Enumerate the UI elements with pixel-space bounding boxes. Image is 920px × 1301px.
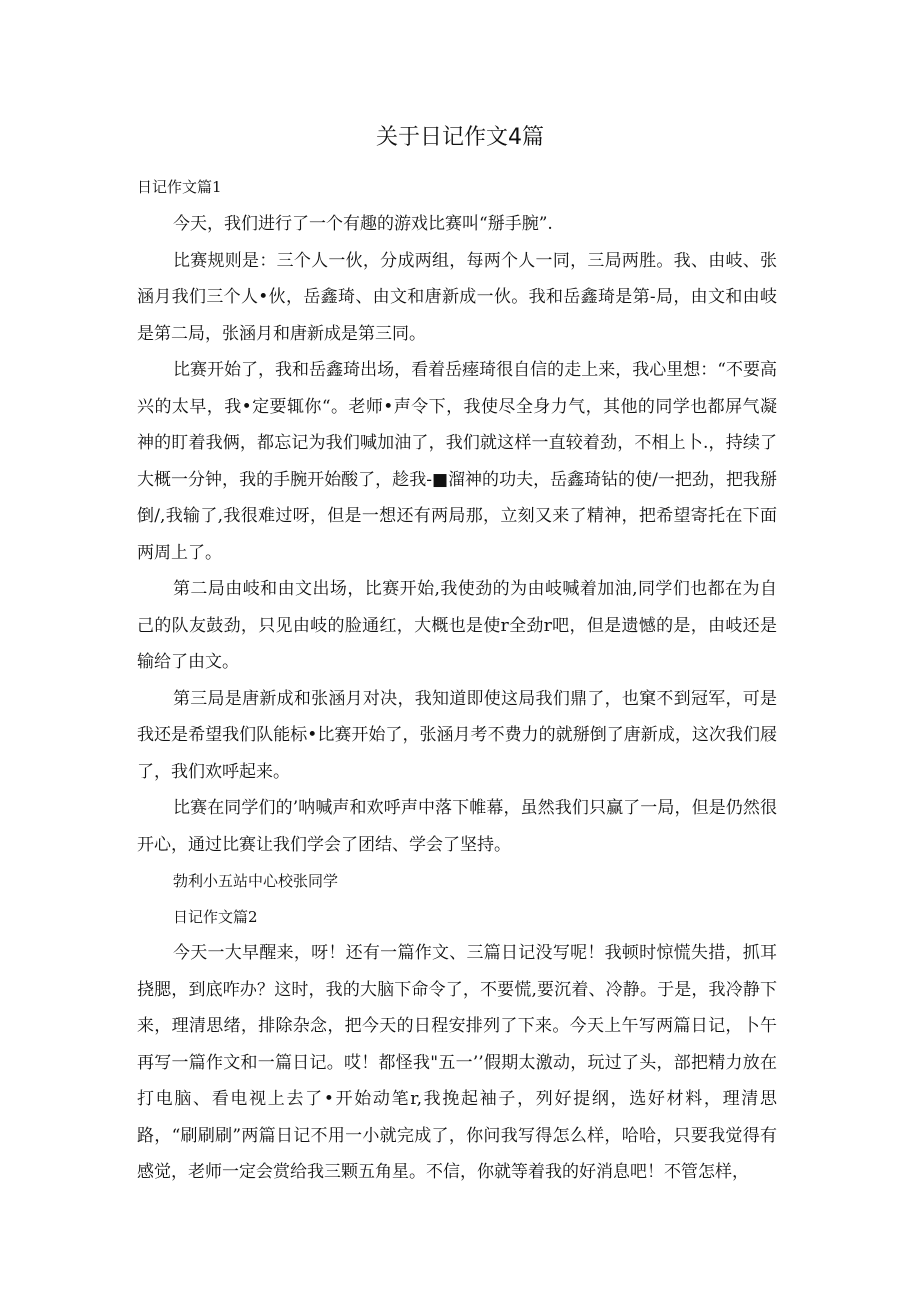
paragraph: 比赛规则是：三个人一伙，分成两组，每两个人一同，三局两胜。我、由岐、张涵月我们三个人•伙，岳鑫琦、由文和唐新成一伙。我和岳鑫琦是第-局，由文和由岐是第二局，张涵月和唐新成是第三同。 (137, 250, 777, 344)
paragraph: 今天，我们进行了一个有趣的游戏比赛叫“掰手腕”. (173, 214, 553, 234)
author-signature: 勃利小五站中心校张同学 (173, 872, 339, 890)
paragraph: 第二局由岐和由文出场，比赛开始,我使劲的为由岐喊着加油,同学们也都在为自己的队友鼓劲，只见由岐的脸通红，大概也是使r全劲r吧，但是遗憾的是，由岐还是输给了由文。 (137, 579, 777, 672)
section-heading-1: 日记作文篇1 (137, 178, 222, 196)
paragraph: 今天一大早醒来，呀！还有一篇作文、三篇日记没写呢！我顿时惊慌失措，抓耳挠腮，到底咋办？这时，我的大脑下命令了，不要慌,要沉着、冷静。于是，我冷静下来，理清思绪，排除杂念，把今天的日程安排列了下来。今天上午写两篇日记，卜午再写一篇作文和一篇日记。哎！都怪我"五一’’假期太激动，玩过了头，部把精力放在打电脑、看电视上去了•开始动笔r,我挽起袖子，列好提纲，选好材料，理清思路，“刷刷刷”两篇日记不用一小就完成了，你问我写得怎么样，哈哈，只要我觉得有感觉，老师一定会赏给我三颗五角星。不信，你就等着我的好消息吧！不管怎样， (137, 943, 777, 1182)
paragraph: 比赛在同学们的’呐喊声和欢呼声中落下帷幕，虽然我们只赢了一局，但是仍然很开心，通过比赛让我们学会了团结、学会了坚持。 (137, 798, 777, 855)
paragraph: 比赛开始了，我和岳鑫琦出场，看着岳瘗琦很自信的走上来，我心里想：“不要高兴的太早，我•定要辄你“。老师•声令下，我使尽全身力气，其他的同学也都屏气凝神的盯着我俩，都忘记为我们喊加油了，我们就这样一直较着劲，不相上卜.，持续了大概一分钟，我的手腕开始酸了，趁我-■溜神的功夫，岳鑫琦钻的使/一把劲，把我掰倒/,我输了,我很难过呀，但是一想还有两局那，立刻又来了精神，把希望寄托在下面两周上了。 (137, 360, 777, 563)
paragraph: 第三局是唐新成和张涵月对决，我知道即使这局我们鼎了，也窠不到冠军，可是我还是希望我们队能标•比赛开始了，张涵月考不费力的就掰倒了唐新成，这次我们屐了，我们欢呼起来。 (137, 688, 777, 782)
document-body (137, 174, 777, 1191)
document-title: 关于日记作文4篇 (376, 125, 544, 150)
section-heading-2: 日记作文篇2 (173, 908, 258, 926)
